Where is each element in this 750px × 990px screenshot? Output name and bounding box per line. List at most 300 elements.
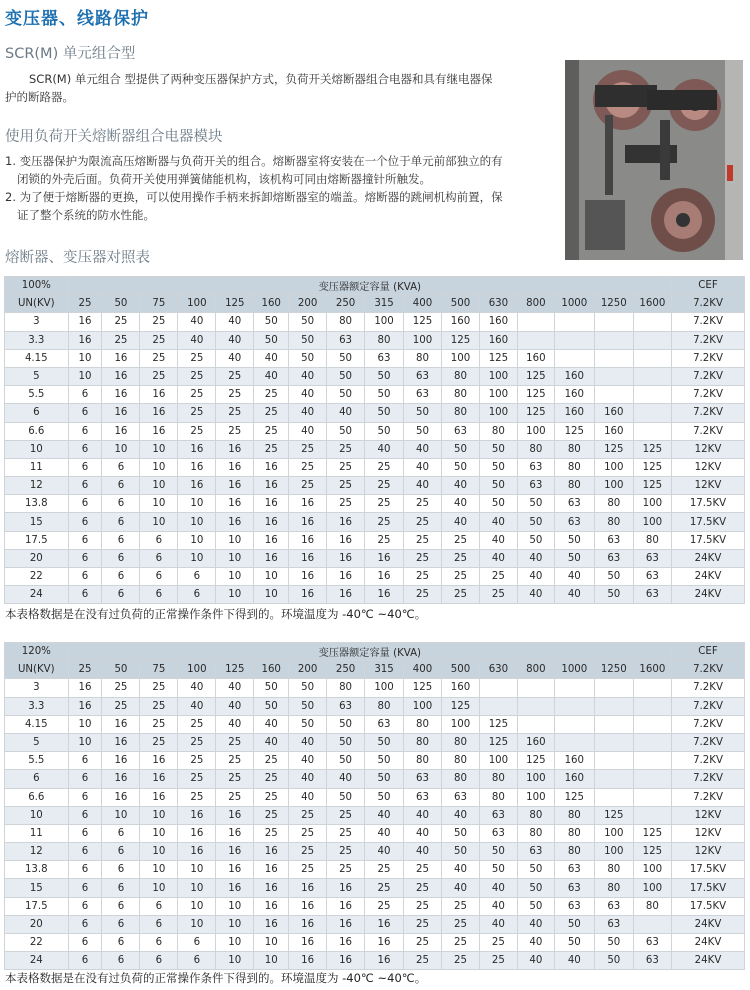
fuse-rating-cell: 40: [554, 568, 594, 586]
fuse-rating-cell: 40: [517, 586, 554, 604]
table-header-row: [5, 295, 745, 313]
fuse-rating-cell: 16: [327, 531, 365, 549]
table-row: [5, 313, 745, 331]
cef-cell: 12KV: [671, 843, 744, 861]
fuse-rating-cell: 16: [102, 349, 140, 367]
fuse-rating-cell: 50: [517, 531, 554, 549]
fuse-rating-cell: 80: [554, 824, 594, 842]
un-cell: 24: [5, 952, 69, 970]
fuse-rating-cell: 16: [178, 843, 216, 861]
fuse-rating-cell: 25: [327, 861, 365, 879]
fuse-rating-cell: 25: [365, 495, 404, 513]
fuse-rating-cell: 63: [633, 568, 671, 586]
fuse-rating-cell: 40: [216, 679, 254, 697]
fuse-rating-cell: 10: [178, 549, 216, 567]
fuse-rating-cell: 40: [479, 513, 517, 531]
fuse-rating-cell: 10: [140, 495, 178, 513]
fuse-rating-cell: 125: [554, 788, 594, 806]
fuse-rating-cell: 40: [404, 440, 442, 458]
fuse-rating-cell: 16: [178, 477, 216, 495]
fuse-rating-cell: 25: [140, 349, 178, 367]
fuse-rating-cell: [554, 733, 594, 751]
fuse-rating-cell: 16: [254, 458, 289, 476]
fuse-rating-cell: 25: [404, 879, 442, 897]
fuse-rating-cell: 25: [216, 770, 254, 788]
fuse-rating-cell: 80: [441, 770, 479, 788]
cef-cell: 7.2KV: [671, 386, 744, 404]
fuse-rating-cell: 25: [254, 404, 289, 422]
fuse-rating-cell: 40: [404, 824, 442, 842]
fuse-rating-cell: [633, 679, 671, 697]
fuse-rating-cell: 16: [254, 843, 289, 861]
fuse-rating-cell: 125: [633, 440, 671, 458]
fuse-rating-cell: 40: [289, 404, 327, 422]
fuse-rating-cell: 25: [404, 897, 442, 915]
fuse-rating-cell: 25: [404, 513, 442, 531]
fuse-rating-cell: 160: [441, 313, 479, 331]
fuse-rating-cell: 125: [633, 458, 671, 476]
fuse-rating-cell: 63: [633, 549, 671, 567]
fuse-rating-cell: 100: [594, 824, 633, 842]
fuse-rating-cell: 6: [68, 386, 102, 404]
kva-header-cell: 200: [289, 295, 327, 313]
fuse-rating-cell: 10: [216, 934, 254, 952]
table-row: [5, 422, 745, 440]
kva-header-cell: 200: [289, 661, 327, 679]
fuse-rating-cell: 63: [327, 331, 365, 349]
table-row: [5, 824, 745, 842]
fuse-rating-cell: 25: [254, 824, 289, 842]
fuse-rating-cell: 6: [102, 549, 140, 567]
fuse-rating-cell: [594, 715, 633, 733]
fuse-rating-cell: 16: [102, 404, 140, 422]
cef-cell: 12KV: [671, 824, 744, 842]
fuse-rating-cell: 50: [479, 458, 517, 476]
fuse-rating-cell: 25: [327, 440, 365, 458]
cef-cell: 7.2KV: [671, 679, 744, 697]
un-cell: 3.3: [5, 331, 69, 349]
fuse-rating-cell: 63: [517, 843, 554, 861]
fuse-rating-cell: 63: [404, 788, 442, 806]
fuse-rating-cell: 40: [441, 861, 479, 879]
fuse-rating-cell: 25: [254, 788, 289, 806]
fuse-rating-cell: 50: [254, 331, 289, 349]
fuse-rating-cell: 63: [365, 349, 404, 367]
fuse-rating-cell: 16: [289, 897, 327, 915]
fuse-rating-cell: 10: [254, 586, 289, 604]
un-cell: 24: [5, 586, 69, 604]
fuse-rating-cell: 100: [517, 770, 554, 788]
fuse-rating-cell: 25: [140, 313, 178, 331]
fuse-rating-cell: 6: [178, 934, 216, 952]
fuse-rating-cell: 50: [289, 313, 327, 331]
fuse-rating-cell: 80: [365, 331, 404, 349]
fuse-rating-cell: 100: [479, 752, 517, 770]
fuse-rating-cell: 80: [554, 843, 594, 861]
fuse-rating-cell: 25: [365, 531, 404, 549]
fuse-rating-cell: [633, 697, 671, 715]
fuse-rating-cell: 25: [365, 897, 404, 915]
un-cell: 3.3: [5, 697, 69, 715]
fuse-rating-cell: 10: [216, 586, 254, 604]
fuse-rating-cell: 16: [140, 404, 178, 422]
kva-header-cell: 1000: [554, 295, 594, 313]
fuse-rating-cell: 16: [327, 568, 365, 586]
fuse-rating-cell: 16: [327, 897, 365, 915]
fuse-rating-cell: 50: [404, 404, 442, 422]
fuse-rating-cell: 6: [178, 586, 216, 604]
fuse-rating-cell: [517, 715, 554, 733]
fuse-rating-cell: 50: [594, 934, 633, 952]
fuse-rating-cell: [594, 752, 633, 770]
fuse-rating-cell: 6: [68, 513, 102, 531]
fuse-rating-cell: [633, 915, 671, 933]
fuse-rating-cell: 25: [178, 715, 216, 733]
fuse-rating-cell: 160: [441, 679, 479, 697]
fuse-rating-cell: 50: [517, 495, 554, 513]
fuse-rating-cell: 10: [216, 952, 254, 970]
fuse-rating-cell: [594, 788, 633, 806]
fuse-rating-cell: 16: [254, 513, 289, 531]
kva-header-cell: 500: [441, 295, 479, 313]
fuse-rating-cell: 40: [517, 549, 554, 567]
load-percent-cell: 100%: [5, 277, 69, 295]
kva-header-cell: 250: [327, 661, 365, 679]
fuse-rating-cell: 40: [365, 440, 404, 458]
fuse-rating-cell: 10: [68, 733, 102, 751]
fuse-rating-cell: 6: [178, 568, 216, 586]
fuse-rating-cell: 6: [102, 495, 140, 513]
fuse-rating-cell: 6: [102, 934, 140, 952]
fuse-rating-cell: 16: [365, 586, 404, 604]
fuse-rating-cell: 63: [479, 824, 517, 842]
un-cell: 17.5: [5, 531, 69, 549]
un-cell: 22: [5, 568, 69, 586]
cef-cell: 7.2KV: [671, 331, 744, 349]
fuse-rating-cell: 160: [554, 404, 594, 422]
fuse-rating-cell: 16: [216, 513, 254, 531]
fuse-rating-cell: 125: [517, 386, 554, 404]
fuse-rating-cell: 16: [254, 477, 289, 495]
fuse-rating-cell: 80: [517, 440, 554, 458]
fuse-rating-cell: 40: [289, 422, 327, 440]
cef-cell: 7.2KV: [671, 661, 744, 679]
fuse-rating-cell: 6: [102, 531, 140, 549]
fuse-rating-cell: [517, 697, 554, 715]
fuse-rating-cell: 25: [404, 934, 442, 952]
cef-cell: 24KV: [671, 952, 744, 970]
kva-header-cell: 1000: [554, 661, 594, 679]
fuse-rating-cell: 80: [479, 770, 517, 788]
fuse-rating-cell: 25: [178, 349, 216, 367]
fuse-rating-cell: 40: [365, 824, 404, 842]
fuse-rating-cell: 100: [479, 367, 517, 385]
fuse-rating-cell: 25: [441, 952, 479, 970]
fuse-rating-cell: 16: [289, 879, 327, 897]
fuse-rating-cell: 6: [178, 952, 216, 970]
fuse-rating-cell: 63: [633, 952, 671, 970]
fuse-rating-cell: 50: [365, 752, 404, 770]
fuse-compartment-photo: [565, 60, 743, 260]
fuse-rating-cell: 16: [289, 513, 327, 531]
fuse-rating-cell: 160: [479, 313, 517, 331]
fuse-rating-cell: 63: [594, 531, 633, 549]
fuse-rating-cell: 125: [441, 697, 479, 715]
fuse-rating-cell: 160: [554, 752, 594, 770]
un-cell: 11: [5, 824, 69, 842]
cef-cell: 7.2KV: [671, 770, 744, 788]
fuse-rating-cell: 50: [327, 733, 365, 751]
fuse-rating-cell: [594, 349, 633, 367]
table-row: [5, 458, 745, 476]
fuse-rating-cell: [554, 715, 594, 733]
fuse-rating-cell: 25: [102, 313, 140, 331]
fuse-rating-cell: 80: [594, 495, 633, 513]
fuse-rating-cell: 40: [517, 568, 554, 586]
fuse-rating-cell: 25: [254, 752, 289, 770]
fuse-rating-cell: 10: [178, 879, 216, 897]
fuse-rating-cell: 80: [554, 458, 594, 476]
un-cell: 4.15: [5, 349, 69, 367]
fuse-rating-cell: 6: [68, 549, 102, 567]
fuse-rating-cell: 40: [289, 752, 327, 770]
fuse-rating-cell: 40: [365, 806, 404, 824]
fuse-rating-cell: 50: [479, 861, 517, 879]
un-cell: 20: [5, 915, 69, 933]
kva-header-cell: 125: [216, 295, 254, 313]
kva-header-cell: 1600: [633, 295, 671, 313]
un-cell: 11: [5, 458, 69, 476]
fuse-rating-cell: 16: [327, 586, 365, 604]
fuse-rating-cell: 50: [594, 568, 633, 586]
fuse-rating-cell: 6: [140, 568, 178, 586]
fuse-rating-cell: 6: [102, 861, 140, 879]
fuse-rating-cell: 25: [140, 331, 178, 349]
fuse-rating-cell: [594, 733, 633, 751]
fuse-rating-cell: 80: [327, 313, 365, 331]
fuse-rating-cell: 40: [479, 897, 517, 915]
table-note: 本表格数据是在没有过负荷的正常操作条件下得到的。环境温度为 -40℃ ~40℃。: [5, 607, 427, 621]
fuse-rating-cell: 50: [365, 386, 404, 404]
fuse-rating-cell: 10: [140, 458, 178, 476]
un-cell: 5.5: [5, 386, 69, 404]
fuse-module-list: [5, 152, 505, 224]
fuse-rating-cell: 16: [68, 697, 102, 715]
fuse-rating-cell: 125: [479, 733, 517, 751]
fuse-rating-cell: 40: [254, 733, 289, 751]
fuse-rating-cell: 16: [102, 422, 140, 440]
fuse-rating-cell: 50: [365, 404, 404, 422]
fuse-rating-cell: 25: [441, 586, 479, 604]
fuse-rating-cell: [594, 697, 633, 715]
table-row: [5, 843, 745, 861]
un-header: UN(KV): [5, 295, 69, 313]
fuse-rating-cell: 6: [140, 531, 178, 549]
table-row: [5, 934, 745, 952]
un-cell: 6: [5, 404, 69, 422]
fuse-rating-cell: 25: [216, 422, 254, 440]
fuse-rating-cell: 125: [441, 331, 479, 349]
fuse-rating-cell: 25: [404, 549, 442, 567]
fuse-rating-cell: 25: [254, 386, 289, 404]
fuse-rating-cell: 16: [178, 458, 216, 476]
fuse-rating-cell: 16: [102, 386, 140, 404]
fuse-rating-cell: 100: [479, 404, 517, 422]
fuse-rating-cell: 10: [140, 477, 178, 495]
fuse-rating-cell: 10: [216, 915, 254, 933]
fuse-rating-cell: [633, 806, 671, 824]
fuse-rating-cell: 63: [517, 458, 554, 476]
fuse-rating-cell: [594, 679, 633, 697]
kva-header-cell: 400: [404, 295, 442, 313]
fuse-rating-cell: 6: [68, 752, 102, 770]
fuse-rating-cell: 10: [178, 513, 216, 531]
table-row: [5, 715, 745, 733]
fuse-rating-cell: 25: [102, 697, 140, 715]
fuse-rating-cell: 6: [102, 824, 140, 842]
fuse-rating-cell: 16: [289, 915, 327, 933]
fuse-rating-cell: 160: [554, 770, 594, 788]
fuse-rating-cell: 25: [254, 422, 289, 440]
fuse-rating-cell: 25: [102, 679, 140, 697]
fuse-rating-cell: 40: [327, 404, 365, 422]
fuse-rating-cell: 125: [517, 752, 554, 770]
fuse-rating-cell: 6: [68, 422, 102, 440]
table-row: [5, 897, 745, 915]
fuse-rating-cell: 50: [517, 897, 554, 915]
fuse-rating-cell: 16: [289, 495, 327, 513]
fuse-rating-cell: 25: [327, 806, 365, 824]
fuse-rating-cell: 63: [327, 697, 365, 715]
fuse-rating-cell: 125: [404, 313, 442, 331]
fuse-rating-cell: 80: [441, 367, 479, 385]
fuse-rating-cell: 16: [216, 843, 254, 861]
fuse-rating-cell: 100: [594, 477, 633, 495]
fuse-rating-cell: 25: [289, 824, 327, 842]
fuse-rating-cell: 40: [404, 458, 442, 476]
fuse-rating-cell: 50: [479, 843, 517, 861]
table-header-row: [5, 661, 745, 679]
un-cell: 12: [5, 843, 69, 861]
cef-header: CEF: [671, 277, 744, 295]
cef-cell: 17.5KV: [671, 897, 744, 915]
un-cell: 12: [5, 477, 69, 495]
fuse-rating-cell: 50: [289, 679, 327, 697]
kva-header-cell: 800: [517, 295, 554, 313]
fuse-rating-cell: 50: [327, 422, 365, 440]
fuse-rating-cell: 16: [178, 440, 216, 458]
fuse-rating-cell: 25: [479, 586, 517, 604]
kva-header-cell: 1250: [594, 661, 633, 679]
fuse-rating-cell: 40: [517, 952, 554, 970]
fuse-rating-cell: 63: [517, 477, 554, 495]
fuse-rating-cell: 6: [140, 952, 178, 970]
fuse-rating-cell: 50: [365, 788, 404, 806]
fuse-rating-cell: 125: [404, 679, 442, 697]
un-cell: 15: [5, 513, 69, 531]
fuse-rating-cell: 63: [365, 715, 404, 733]
fuse-rating-cell: 63: [404, 386, 442, 404]
fuse-rating-cell: 125: [633, 824, 671, 842]
fuse-rating-cell: 160: [554, 386, 594, 404]
fuse-rating-cell: 160: [517, 733, 554, 751]
fuse-rating-cell: 80: [554, 477, 594, 495]
fuse-rating-cell: 25: [140, 697, 178, 715]
table-row: [5, 733, 745, 751]
table-row: [5, 879, 745, 897]
fuse-rating-cell: 25: [289, 806, 327, 824]
fuse-rating-cell: 80: [633, 531, 671, 549]
table-row: [5, 697, 745, 715]
fuse-rating-cell: 10: [140, 824, 178, 842]
table-row: [5, 404, 745, 422]
fuse-rating-cell: 80: [441, 386, 479, 404]
fuse-rating-cell: 40: [216, 349, 254, 367]
un-cell: 10: [5, 440, 69, 458]
fuse-rating-cell: 50: [554, 549, 594, 567]
un-cell: 6.6: [5, 422, 69, 440]
table-row: [5, 367, 745, 385]
fuse-rating-cell: 25: [404, 568, 442, 586]
fuse-rating-cell: 10: [216, 531, 254, 549]
fuse-rating-cell: 16: [216, 458, 254, 476]
fuse-rating-cell: 16: [68, 679, 102, 697]
table-row: [5, 788, 745, 806]
cef-cell: 12KV: [671, 440, 744, 458]
fuse-rating-cell: 50: [365, 770, 404, 788]
un-cell: 13.8: [5, 495, 69, 513]
table-row: [5, 861, 745, 879]
fuse-rating-cell: 6: [102, 568, 140, 586]
list-item: 2. 为了便于熔断器的更换，可以使用操作手柄来拆卸熔断器室的端盖。熔断器的跳闸机构前置，保证了整个系统的防水性能。: [5, 190, 503, 222]
un-cell: 10: [5, 806, 69, 824]
fuse-rating-cell: 25: [140, 733, 178, 751]
fuse-rating-cell: 80: [404, 349, 442, 367]
fuse-rating-cell: 25: [441, 915, 479, 933]
fuse-rating-cell: 25: [404, 495, 442, 513]
fuse-rating-cell: [633, 349, 671, 367]
kva-header-cell: 50: [102, 295, 140, 313]
fuse-rating-cell: 50: [254, 679, 289, 697]
fuse-rating-cell: 25: [254, 440, 289, 458]
fuse-rating-cell: 16: [365, 934, 404, 952]
cef-cell: 7.2KV: [671, 422, 744, 440]
fuse-rating-cell: 25: [254, 770, 289, 788]
fuse-rating-cell: 100: [441, 715, 479, 733]
table-row: [5, 440, 745, 458]
fuse-rating-cell: 80: [554, 440, 594, 458]
table-row: [5, 568, 745, 586]
fuse-rating-cell: 125: [594, 806, 633, 824]
fuse-rating-cell: [633, 422, 671, 440]
table-row: [5, 331, 745, 349]
fuse-rating-cell: 125: [633, 843, 671, 861]
fuse-rating-cell: 16: [216, 824, 254, 842]
fuse-rating-cell: 16: [102, 733, 140, 751]
fuse-rating-cell: 50: [327, 349, 365, 367]
fuse-rating-cell: 40: [216, 715, 254, 733]
kva-header-cell: 630: [479, 661, 517, 679]
kva-header-cell: 100: [178, 295, 216, 313]
fuse-rating-cell: 40: [404, 806, 442, 824]
fuse-rating-cell: [594, 770, 633, 788]
fuse-rating-cell: 125: [479, 715, 517, 733]
fuse-rating-cell: 6: [68, 806, 102, 824]
kva-header-cell: 1250: [594, 295, 633, 313]
fuse-rating-cell: 125: [517, 367, 554, 385]
fuse-rating-cell: 10: [140, 879, 178, 897]
fuse-rating-cell: 25: [327, 458, 365, 476]
